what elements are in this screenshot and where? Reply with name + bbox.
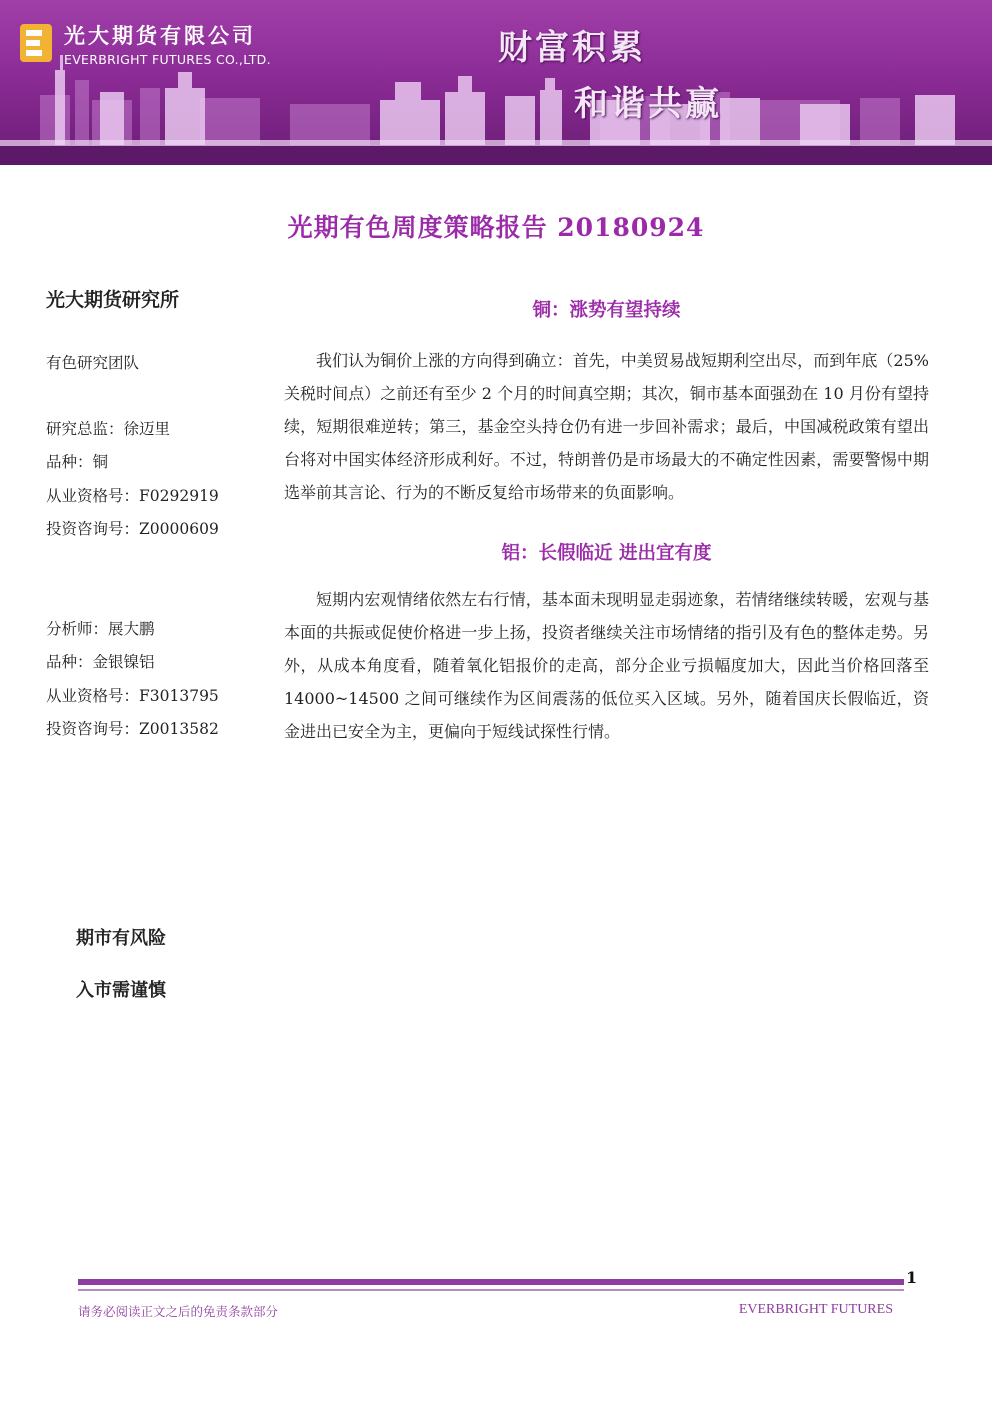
person2-qualification: 从业资格号：F3013795: [46, 687, 219, 705]
person2-role: 分析师：展大鹏: [46, 620, 155, 638]
copper-paragraph: 我们认为铜价上涨的方向得到确立：首先，中美贸易战短期利空出尽，而到年底（25%关税时间点）之前还有至少 2 个月的时间真空期；其次，铜市基本面强劲在 10 月份有望持续，短期很难逆转；第三，基金空头持仓仍有进一步回补需求；最后，中国减税政策有望出台将对中国实体经济形成利好。不过，特朗普仍是市场最大的不确定性因素，需要警惕中期选举前其言论、行为的不断反复给市场带来的负面影响。: [284, 351, 929, 502]
person2-consulting: 投资咨询号：Z0013582: [46, 720, 219, 738]
copper-heading: 铜：涨势有望持续: [532, 300, 681, 321]
aluminum-paragraph: 短期内宏观情绪依然左右行情，基本面未现明显走弱迹象，若情绪继续转暖，宏观与基本面的共振或促使价格进一步上扬，投资者继续关注市场情绪的指引及有色的整体走势。另外，从成本角度看，随着氧化铝报价的走高，部分企业亏损幅度加大，因此当价格回落至 14000~14500 之间可继续作为区间震荡的低位买入区域。另外，随着国庆长假临近，资金进出已安全为主，更偏向于短线试探性行情。: [284, 590, 929, 741]
header-banner: [0, 0, 992, 165]
team-name: 有色研究团队: [46, 354, 140, 372]
report-title: 光期有色周度策略报告 20180924: [287, 213, 705, 242]
footer-brand: EVERBRIGHT FUTURES: [738, 1302, 893, 1317]
everbright-logo-icon: [18, 22, 54, 64]
company-name-cn: 光大期货有限公司: [64, 24, 256, 48]
page-number: 1: [906, 1268, 918, 1287]
slogan-line-2: 和谐共赢: [574, 84, 722, 124]
company-name-en: EVERBRIGHT FUTURES CO.,LTD.: [64, 52, 271, 67]
footer-divider-thin: [78, 1289, 904, 1291]
slogan-line-1: 财富积累: [498, 28, 646, 68]
risk-warning-line-1: 期市有风险: [76, 928, 166, 949]
footer-divider: [78, 1279, 904, 1285]
person2-variety: 品种：金银镍铝: [46, 653, 155, 671]
institute-name: 光大期货研究所: [46, 289, 180, 311]
person1-qualification: 从业资格号：F0292919: [46, 487, 219, 505]
risk-warning-line-2: 入市需谨慎: [76, 980, 166, 1001]
person1-role: 研究总监：徐迈里: [46, 420, 171, 438]
disclaimer-note: 请务必阅读正文之后的免责条款部分: [78, 1304, 279, 1319]
person1-consulting: 投资咨询号：Z0000609: [46, 520, 219, 538]
aluminum-heading: 铝：长假临近 进出宜有度: [501, 543, 712, 564]
person1-variety: 品种：铜: [46, 453, 109, 471]
main-content: [284, 296, 929, 748]
